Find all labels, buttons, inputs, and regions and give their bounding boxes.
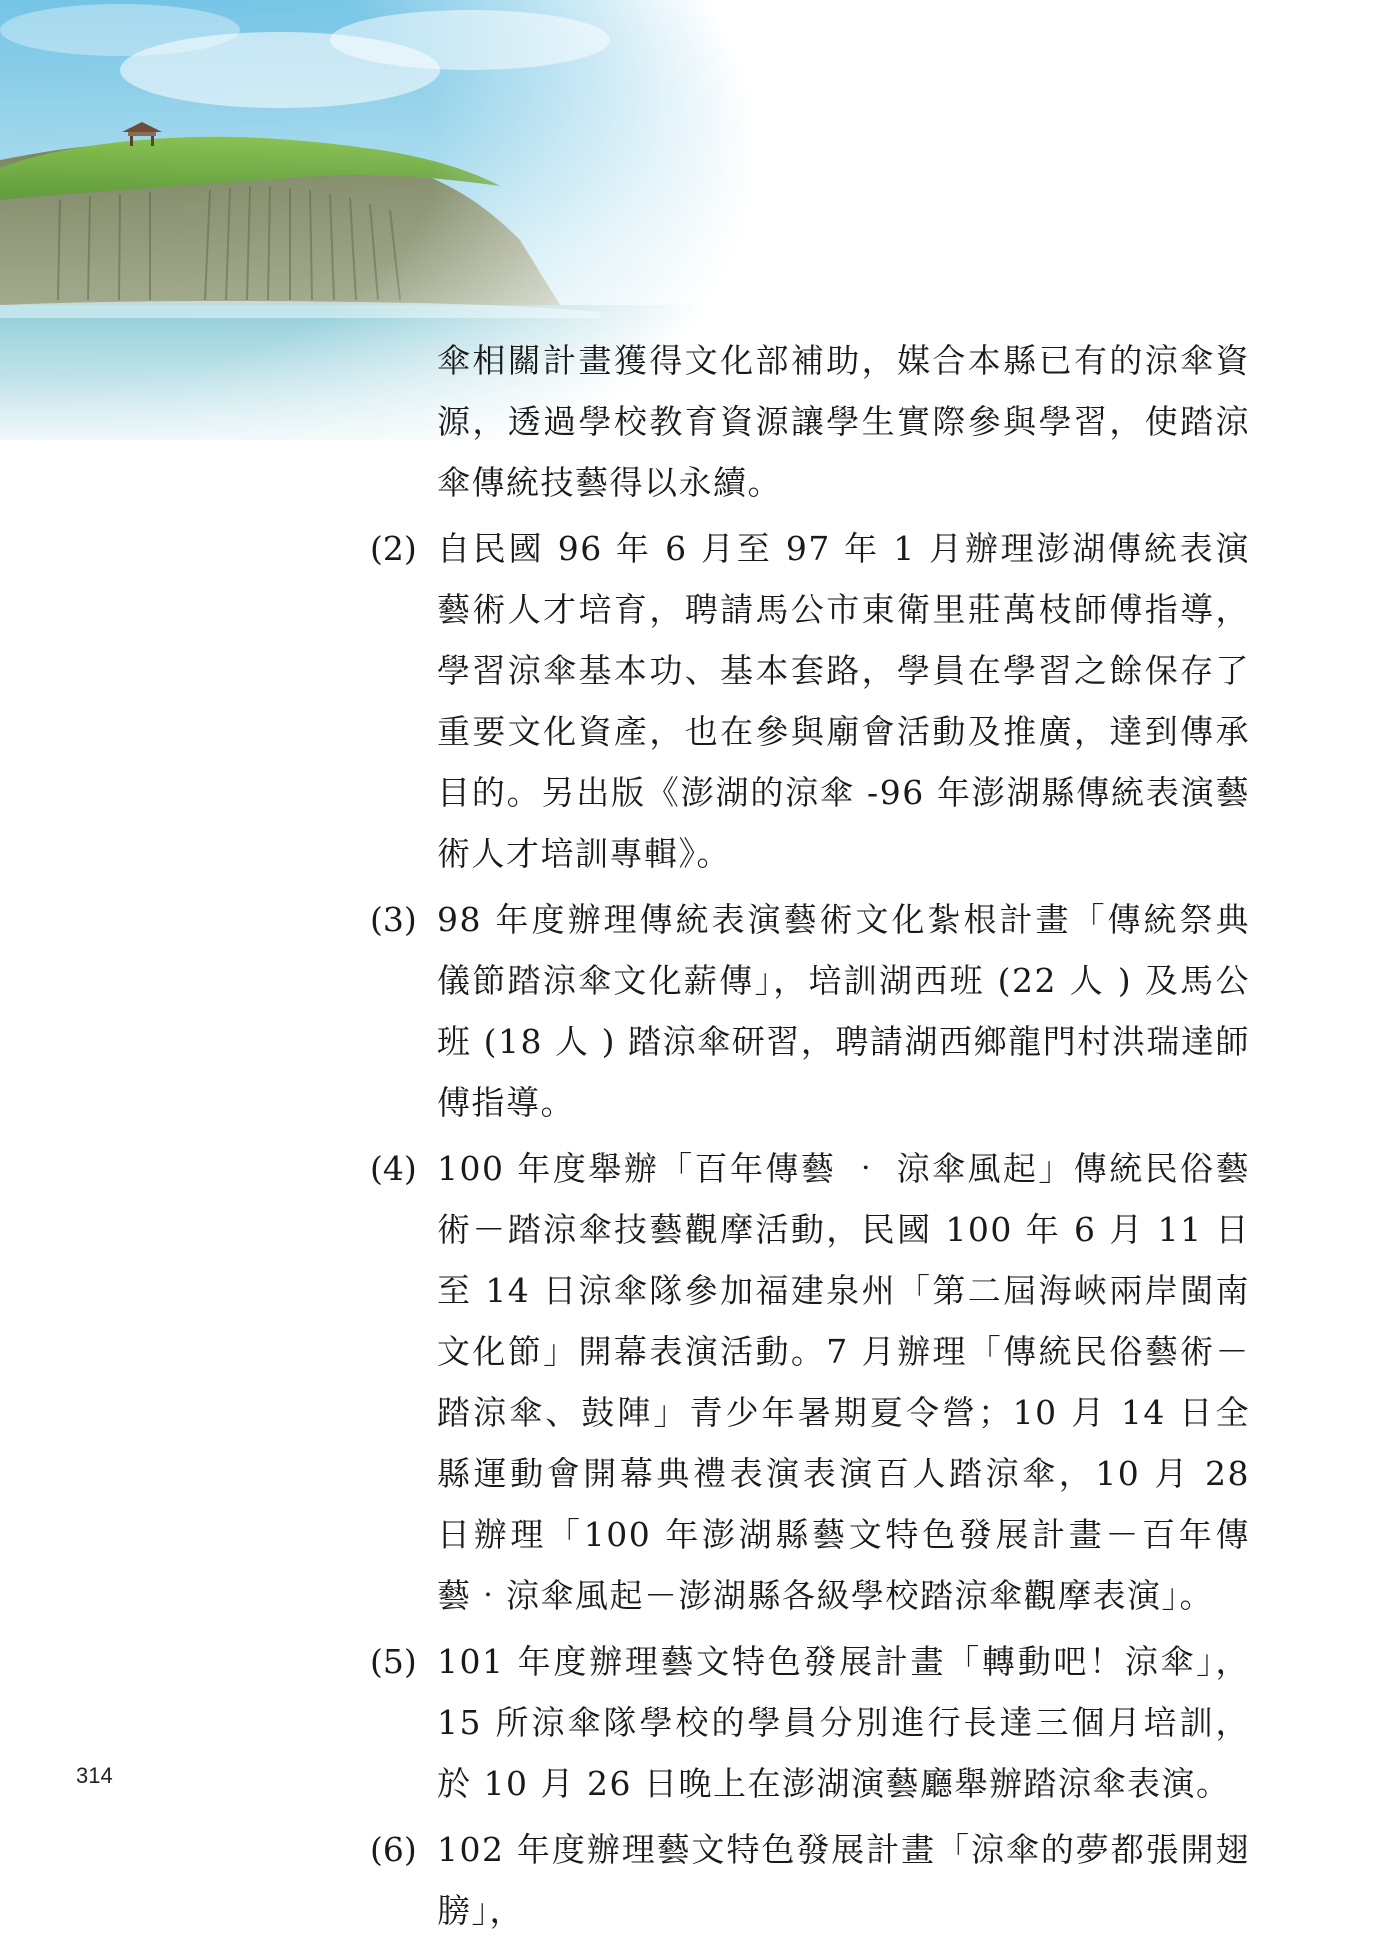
list-item [370,518,1250,884]
document-body [370,330,1250,1946]
paragraph-continuation [370,330,1250,513]
list-item [370,1138,1250,1626]
list-item-text: 102 年度辦理藝文特色發展計畫「涼傘的夢都張開翅膀」， [437,1830,1250,1930]
list-item-marker: (2) [370,529,417,568]
list-item [370,1631,1250,1814]
list-item [370,1819,1250,1941]
list-item-text: 自民國 96 年 6 月至 97 年 1 月辦理澎湖傳統表演藝術人才培育，聘請馬公市東衛里莊萬枝師傅指導，學習涼傘基本功、基本套路，學員在學習之餘保存了重要文化資產，也在參與廟會活動及推廣，達到傳承目的。另出版《澎湖的涼傘 -96 年澎湖縣傳統表演藝術人才培訓專輯》。 [437,529,1250,873]
list-item-text: 100 年度舉辦「百年傳藝 ‧ 涼傘風起」傳統民俗藝術－踏涼傘技藝觀摩活動，民國 100 年 6 月 11 日至 14 日涼傘隊參加福建泉州「第二屆海峽兩岸閩南文化節」開幕表演活動。7 月辦理「傳統民俗藝術－踏涼傘、鼓陣」青少年暑期夏令營；10 月 14 日全縣運動會開幕典禮表演表演百人踏涼傘，10 月 28 日辦理「100 年澎湖縣藝文特色發展計畫－百年傳藝‧涼傘風起－澎湖縣各級學校踏涼傘觀摩表演」。 [437,1149,1250,1615]
list-item-marker: (4) [370,1149,417,1188]
list-item [370,889,1250,1133]
page-number: 314 [76,1763,113,1788]
list-item-text: 101 年度辦理藝文特色發展計畫「轉動吧！涼傘」，15 所涼傘隊學校的學員分別進行長達三個月培訓，於 10 月 26 日晚上在澎湖演藝廳舉辦踏涼傘表演。 [437,1642,1250,1803]
paragraph-text: 傘相關計畫獲得文化部補助，媒合本縣已有的涼傘資源，透過學校教育資源讓學生實際參與學習，使踏涼傘傳統技藝得以永續。 [437,341,1250,502]
list-item-marker: (5) [370,1642,417,1681]
list-item-text: 98 年度辦理傳統表演藝術文化紮根計畫「傳統祭典儀節踏涼傘文化薪傳」，培訓湖西班 (22 人 ) 及馬公班 (18 人 ) 踏涼傘研習，聘請湖西鄉龍門村洪瑞達師傅指導。 [437,900,1250,1122]
list-item-marker: (3) [370,900,417,939]
list-item-marker: (6) [370,1830,417,1869]
